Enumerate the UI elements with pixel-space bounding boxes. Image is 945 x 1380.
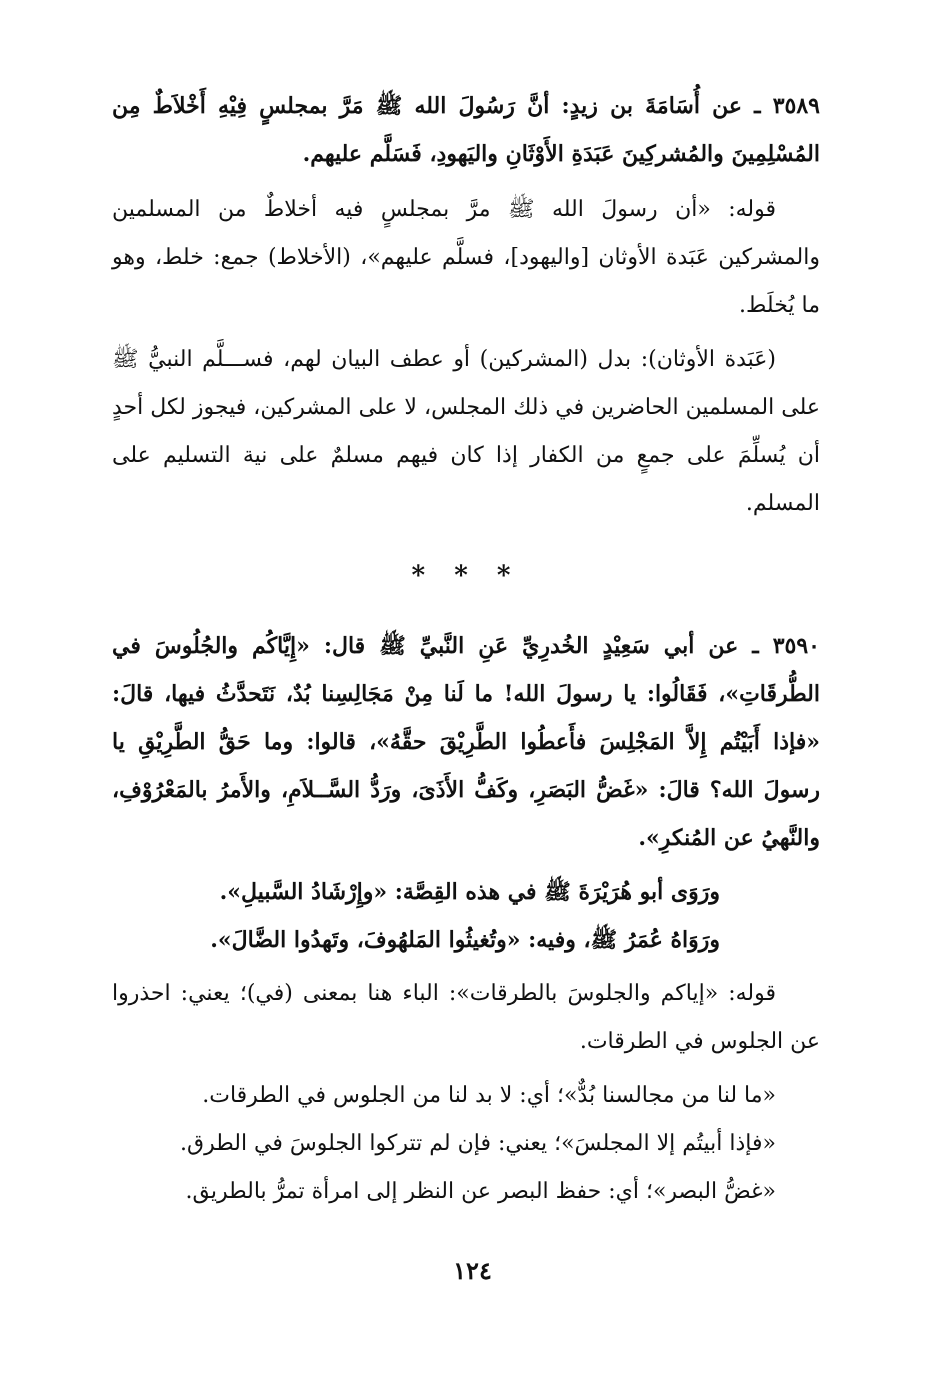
commentary-3590-paragraph-1: قوله: «إياكم والجلوسَ بالطرقات»: الباء هنا بمعنى (في)؛ يعني: احذروا عن الجلوس في الطرقات. [112,981,820,1054]
hadith-3590: ٣٥٩٠ ـ عن أبي سَعِيْدٍ الخُدرِيِّ عَنِ النَّبيِّ ﷺ قال: «إِيَّاكُم والجُلُوسَ في الطُّرقَاتِ»، فَقَالُوا: يا رسولَ الله! ما لَنا مِنْ مَجَالِسِنا بُدٌ، نَتَحدَّثُ فيها، قالَ: «فإذا أَبَيْتُم إِلاَّ المَجْلِسَ فأَعطُوا الطَّرِيْقَ حقَّهُ»، قالوا: وما حَقُّ الطَّرِيْقِ يا رسولَ الله؟ قالَ: «غَضُّ البَصَرِ، وكَفُّ الأَذَىَ، ورَدُّ السَّــلاَمِ، والأَمرُ بالمَعْرُوْفِ، والنَّهيُ عن المُنكرِ». [112,633,820,851]
commentary-3590-paragraph-2: «ما لنا من مجالسنا بُدٌّ»؛ أي: لا بد لنا من الجلوس في الطرقات. [202,1083,776,1108]
hadith-3589: ٣٥٨٩ ـ عن أُسَامَةَ بن زيدٍ: أنَّ رَسُولَ الله ﷺ مَرَّ بمجلسٍ فِيْهِ أَخْلاَطٌ مِن المُسْلِمِينَ والمُشركِينَ عَبَدَةِ الأَوْثَانِ واليَهودِ، فَسَلَّم عليهم. [112,93,820,167]
page-number: ١٢٤ [453,1256,492,1285]
page-body [112,82,820,1216]
hadith-3590-narration-abu-hurayra: ورَوَى أبو هُرَيْرَةَ ﷺ في هذه القِصَّة: «وإِرْشَادُ السَّبيلِ». [219,879,720,905]
commentary-3590-paragraph-4: «غضُّ البصر»؛ أي: حفظ البصر عن النظر إلى امرأة تمرُّ بالطريق. [185,1179,776,1204]
commentary-3590-paragraph-3: «فإذا أبيتُم إلا المجلسَ»؛ يعني: فإن لم تتركوا الجلوسَ في الطرق. [180,1131,776,1156]
hadith-3590-narration-umar: ورَوَاهُ عُمَرُ ﷺ، وفيه: «وتُغيثُوا المَلهُوفَ، وتَهدُوا الضَّالَ». [210,927,720,953]
commentary-3589-paragraph-2: (عَبَدة الأوثان): بدل (المشركين) أو عطف البيان لهم، فســـلَّم النبيُّ ﷺ على المسلمين الحاضرين في ذلك المجلس، لا على المشركين، فيجوز لكل أحدٍ أن يُسلِّمَ على جمعٍ من الكفار إذا كان فيهم مسلمٌ على نية التسليم على المسلم. [112,347,820,516]
commentary-3589-paragraph-1: قوله: «أن رسولَ الله ﷺ مرَّ بمجلسٍ فيه أخلاطٌ من المسلمين والمشركين عَبَدة الأوثان [واليهود]، فسلَّم عليهم»، (الأخلاط) جمع: خلط، وهو ما يُخلَط. [112,197,820,318]
section-separator: * * * [411,561,521,591]
